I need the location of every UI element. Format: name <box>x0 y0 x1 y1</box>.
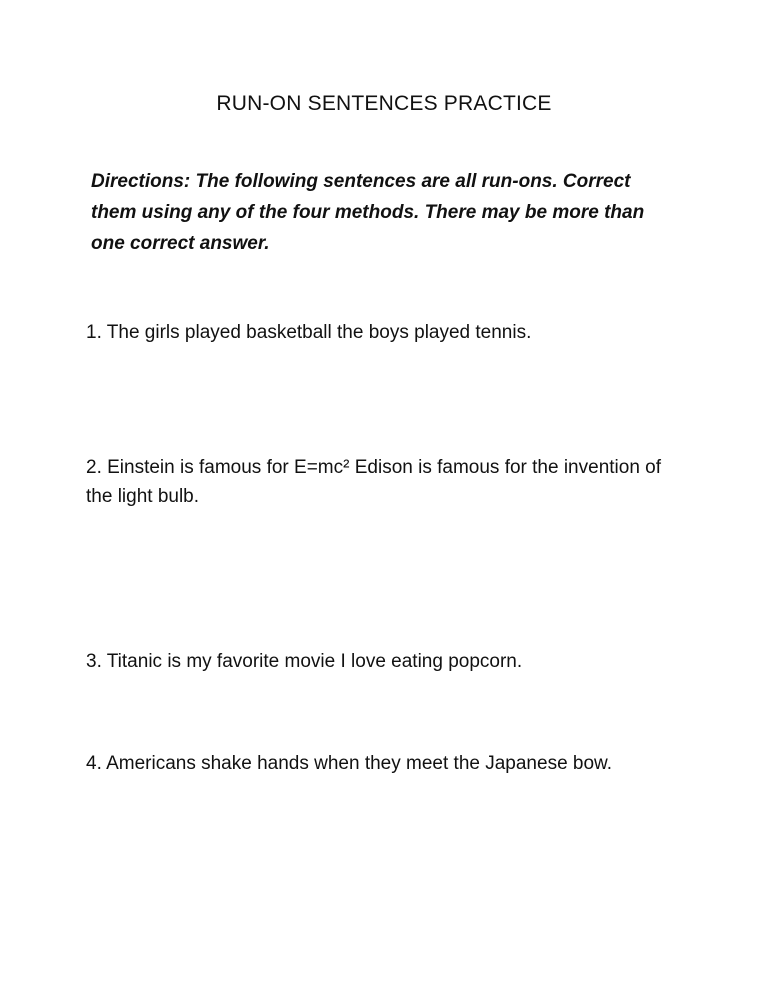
run-on-sentence-3: 3. Titanic is my favorite movie I love eating popcorn. <box>86 651 523 672</box>
run-on-sentence-1: 1. The girls played basketball the boys played tennis. <box>86 322 532 343</box>
run-on-sentence-4: 4. Americans shake hands when they meet the Japanese bow. <box>86 753 612 774</box>
page-title: RUN-ON SENTENCES PRACTICE <box>216 92 552 115</box>
run-on-sentence-2: 2. Einstein is famous for E=mc² Edison is famous for the invention of the light bulb. <box>86 457 662 507</box>
directions-text: Directions: The following sentences are all run-ons. Correct them using any of the four methods. There may be more than one correct answer. <box>91 171 645 254</box>
